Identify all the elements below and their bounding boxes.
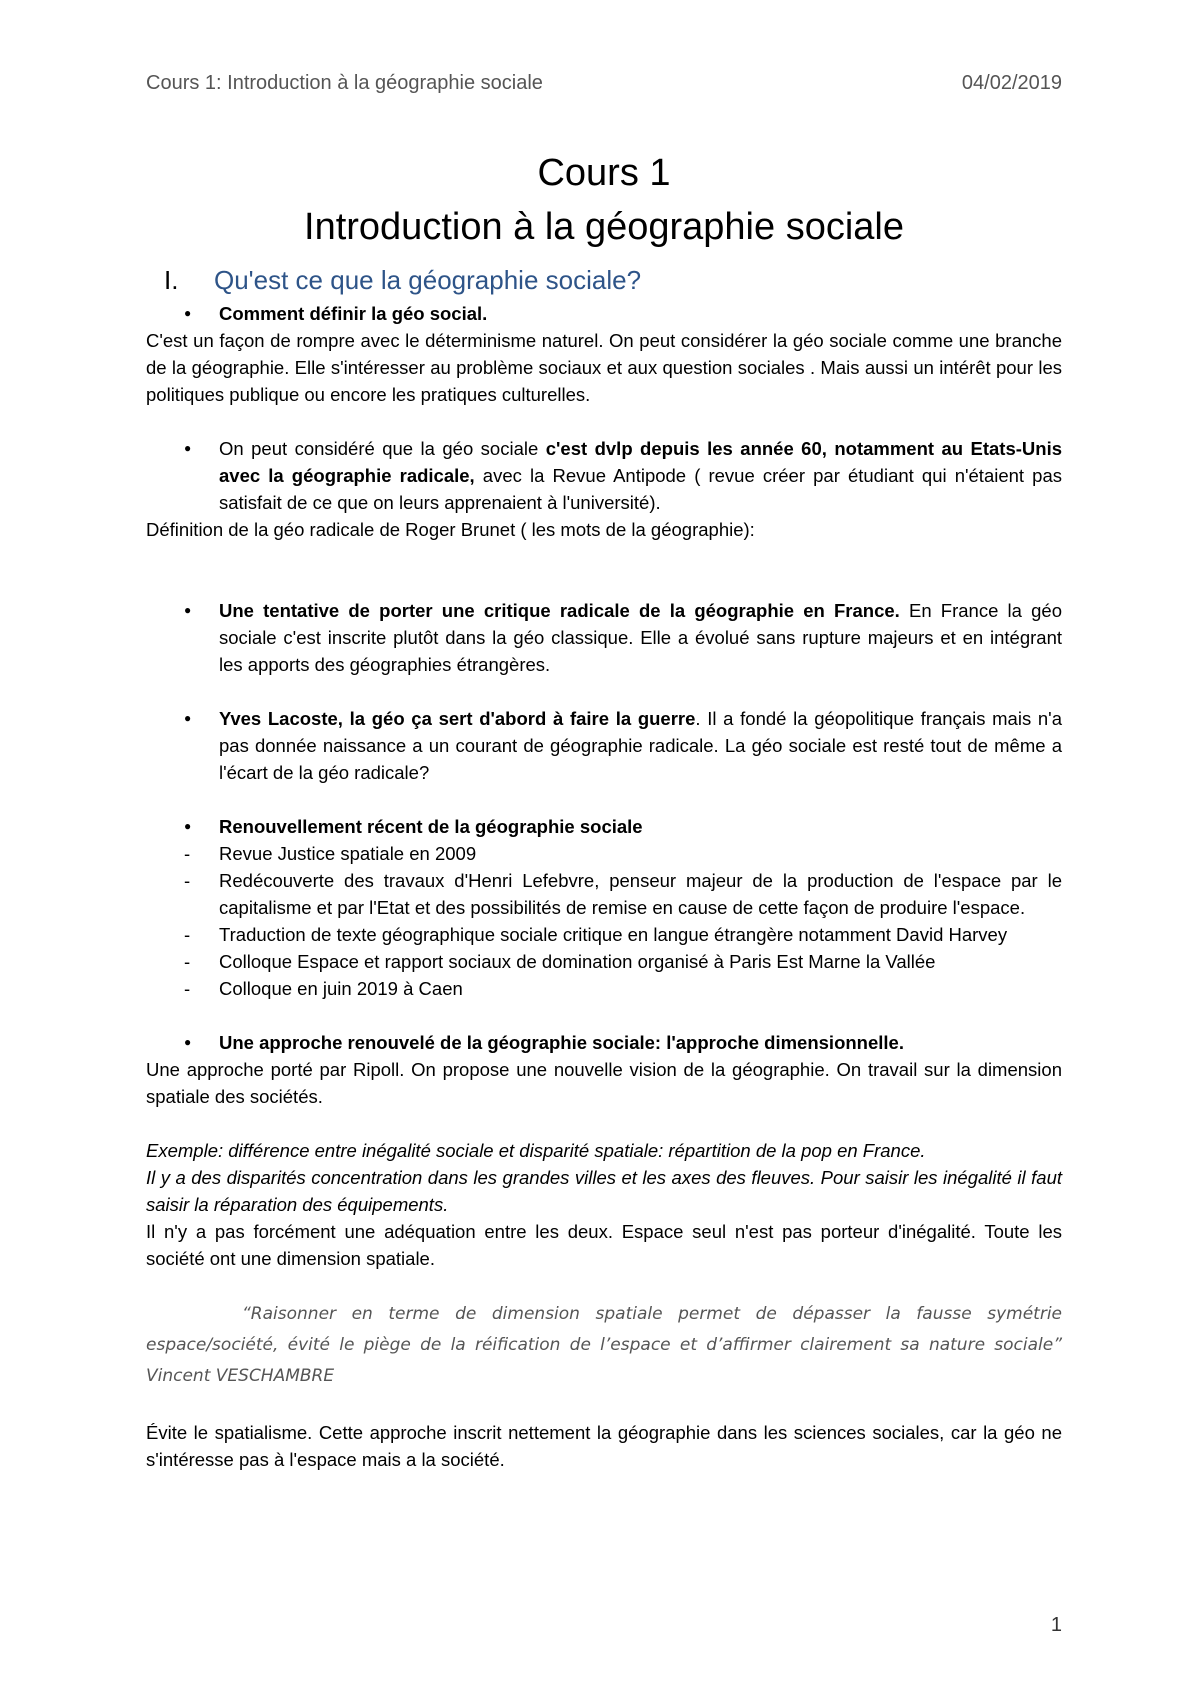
page-title [146, 146, 1062, 254]
section-title: Qu'est ce que la géographie sociale? [214, 265, 642, 295]
example-line-1: Exemple: différence entre inégalité sociale et disparité spatiale: répartition de la pop en France. [146, 1140, 926, 1161]
quote-veschambre: “Raisonner en terme de dimension spatiale permet de dépasser la fausse symétrie espace/société, évité le piège de la réification de l’espace et d’affirmer clairement sa nature sociale” Vincent VESCHAMBRE [146, 1304, 1062, 1386]
bullet-critique-france: ● Une tentative de porter une critique radicale de la géographie en France. En France la géo sociale c'est inscrite plutôt dans la géo classique. Elle a évolué sans rupture majeurs et en intégrant les apports des géographies étrangères. [146, 597, 1062, 678]
bullet-list-5 [146, 813, 1062, 840]
bullet-list-6 [146, 1029, 1062, 1056]
paragraph-definition: C'est un façon de rompre avec le déterminisme naturel. On peut considérer la géo sociale comme une branche de la géographie. Elle s'intéresser au problème sociaux et aux question sociales . Mais aussi un intérêt pour les politiques publique ou encore les pratiques culturelles. [146, 330, 1062, 405]
bullet-definition: ● Comment définir la géo social. [146, 300, 1062, 327]
header-date: 04/02/2019 [961, 72, 1062, 94]
list-item: - Colloque en juin 2019 à Caen [146, 975, 1062, 1002]
list-item: - Revue Justice spatiale en 2009 [146, 840, 1062, 867]
document-body [146, 146, 1062, 1473]
list-item: - Colloque Espace et rapport sociaux de domination organisé à Paris Est Marne la Vallée [146, 948, 1062, 975]
list-item: - Redécouverte des travaux d'Henri Lefebvre, penseur majeur de la production de l'espace par le capitalisme et par l'Etat et des possibilités de remise en cause de cette façon de produire l'espace. [146, 867, 1062, 921]
bullet-list-4 [146, 705, 1062, 786]
header-course-title: Cours 1: Introduction à la géographie sociale [146, 72, 543, 94]
bullet-renewal: ● Renouvellement récent de la géographie sociale [146, 813, 1062, 840]
page-header [146, 72, 1062, 102]
paragraph-adequation: Il n'y a pas forcément une adéquation entre les deux. Espace seul n'est pas porteur d'inégalité. Toute les société ont une dimension spatiale. [146, 1221, 1062, 1269]
section-heading [164, 262, 1062, 298]
section-number: I. [164, 265, 179, 295]
bullet-list-1 [146, 300, 1062, 327]
example-line-2: Il y a des disparités concentration dans les grandes villes et les axes des fleuves. Pour saisir les inégalité il faut saisir la réparation des équipements. [146, 1167, 1062, 1215]
paragraph-ripoll: Une approche porté par Ripoll. On propose une nouvelle vision de la géographie. On travail sur la dimension spatiale des sociétés. [146, 1059, 1062, 1107]
bullet-list-3 [146, 597, 1062, 678]
title-line-2: Introduction à la géographie sociale [304, 206, 904, 248]
title-line-1: Cours 1 [537, 152, 671, 194]
renewal-sublist [146, 840, 1062, 1002]
bullet-lacoste: ● Yves Lacoste, la géo ça sert d'abord à faire la guerre. Il a fondé la géopolitique français mais n'a pas donnée naissance a un courant de géographie radicale. La géo sociale est resté tout de même a l'écart de la géo radicale? [146, 705, 1062, 786]
paragraph-spatialisme: Évite le spatialisme. Cette approche inscrit nettement la géographie dans les sciences sociales, car la géo ne s'intéresse pas à l'espace mais a la société. [146, 1422, 1062, 1470]
paragraph-brunet: Définition de la géo radicale de Roger Brunet ( les mots de la géographie): [146, 519, 755, 540]
page-number: 1 [1050, 1614, 1062, 1636]
bullet-list-2 [146, 435, 1062, 516]
bullet-dimensional-approach: ● Une approche renouvelé de la géographie sociale: l'approche dimensionnelle. [146, 1029, 1062, 1056]
list-item: - Traduction de texte géographique sociale critique en langue étrangère notamment David Harvey [146, 921, 1062, 948]
bullet-radical-origin: ● On peut considéré que la géo sociale c'est dvlp depuis les année 60, notamment au Etats-Unis avec la géographie radicale, avec la Revue Antipode ( revue créer par étudiant qui n'étaient pas satisfait de ce que on leurs apprenaient à l'université). [146, 435, 1062, 516]
